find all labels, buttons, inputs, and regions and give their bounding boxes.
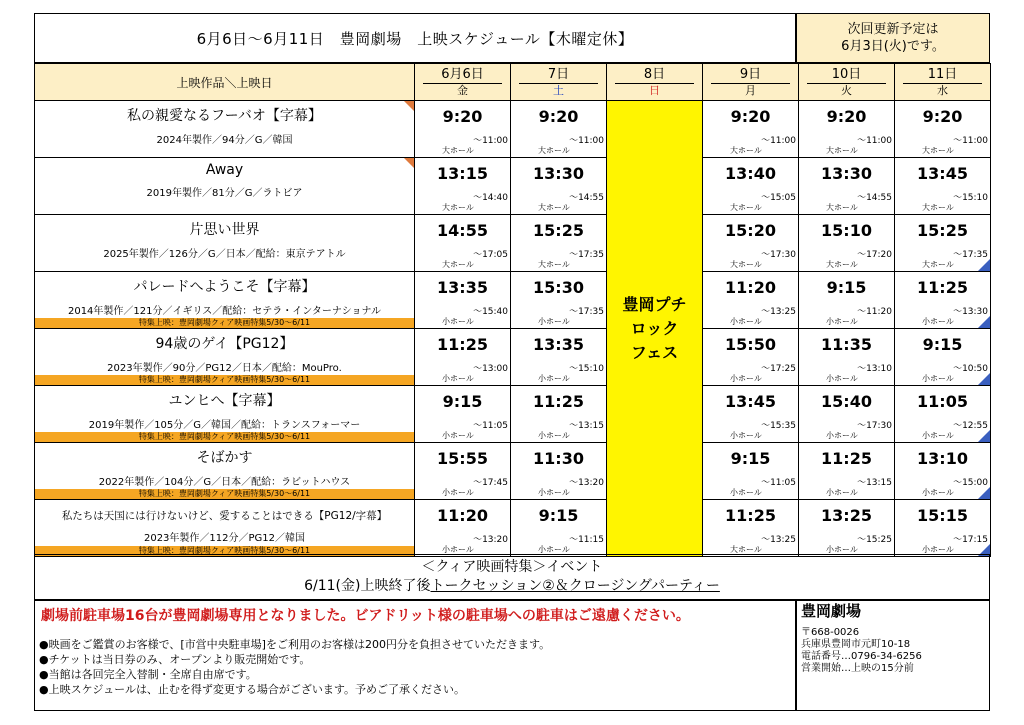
showtime-cell xyxy=(895,101,991,158)
showtime-cell xyxy=(703,500,799,557)
movie-row xyxy=(35,158,991,215)
movie-cell xyxy=(35,158,415,215)
showtime-cell xyxy=(703,386,799,443)
showtime-cell xyxy=(511,443,607,500)
movie-cell xyxy=(35,272,415,329)
showtime-cell xyxy=(799,272,895,329)
movie-info: 2023年製作／112分／PG12／韓国 xyxy=(143,533,306,544)
movie-title: ユンヒへ【字幕】 xyxy=(168,393,281,409)
showtime-start: 13:25 xyxy=(821,506,872,525)
showtime-cell xyxy=(415,443,511,500)
showtime-end: ～17:15 xyxy=(953,535,988,545)
showtime-start: 11:25 xyxy=(821,449,872,468)
showtime-start: 9:20 xyxy=(922,107,963,126)
showtime-end: ～11:05 xyxy=(473,421,508,431)
showtime-end: ～15:00 xyxy=(953,478,988,488)
showtime-cell xyxy=(415,272,511,329)
special-screening-label: 特集上映：豊岡劇場クィア映画特集5/30～6/11 xyxy=(35,318,414,328)
showtime-end: ～13:30 xyxy=(953,307,988,317)
movie-row xyxy=(35,272,991,329)
showtime-end: ～11:20 xyxy=(857,307,892,317)
day-date: 9日 xyxy=(739,67,762,82)
showtime-start: 15:55 xyxy=(437,449,488,468)
corner-marker xyxy=(978,373,990,385)
showtime-end: ～13:25 xyxy=(761,535,796,545)
screen-hall: 小ホール xyxy=(442,488,474,497)
movie-row xyxy=(35,101,991,158)
special-screening-label: 特集上映：豊岡劇場クィア映画特集5/30～6/11 xyxy=(35,432,414,442)
notice-item: ●映画をご鑑賞のお客様で、[市営中央駐車場]をご利用のお客様は200円分を負担させていただきます。 xyxy=(39,638,551,651)
movie-cell xyxy=(35,329,415,386)
showtime-cell xyxy=(703,158,799,215)
day-weekday: 火 xyxy=(807,83,886,97)
screen-hall: 小ホール xyxy=(730,374,762,383)
showtime-end: ～14:55 xyxy=(569,193,604,203)
showtime-start: 11:25 xyxy=(725,506,776,525)
notice-box xyxy=(34,600,796,711)
movie-row xyxy=(35,329,991,386)
parking-notice: 劇場前駐車場16台が豊岡劇場専用となりました。ビアドリット様の駐車場への駐車はご遠慮ください。 xyxy=(41,608,690,624)
showtime-start: 11:20 xyxy=(437,506,488,525)
showtime-end: ～13:20 xyxy=(569,478,604,488)
screen-hall: 小ホール xyxy=(826,545,858,554)
showtime-cell xyxy=(703,272,799,329)
movie-row xyxy=(35,215,991,272)
showtime-end: ～14:55 xyxy=(857,193,892,203)
notice-item: ●チケットは当日券のみ、オープンより販売開始です。 xyxy=(39,653,311,666)
screen-hall: 大ホール xyxy=(538,203,570,212)
showtime-cell xyxy=(895,272,991,329)
showtime-cell xyxy=(703,101,799,158)
screen-hall: 大ホール xyxy=(826,203,858,212)
movie-cell xyxy=(35,215,415,272)
corner-marker xyxy=(404,101,414,111)
movie-title: Away xyxy=(205,162,244,178)
showtime-end: ～17:05 xyxy=(473,250,508,260)
corner-marker xyxy=(978,259,990,271)
movie-info: 2025年製作／126分／G／日本／配給：東京テアトル xyxy=(103,249,346,260)
showtime-cell xyxy=(799,101,895,158)
screen-hall: 小ホール xyxy=(538,374,570,383)
showtime-cell xyxy=(895,443,991,500)
screen-hall: 小ホール xyxy=(826,431,858,440)
event-detail-prefix: 6/11(金)上映終了後 xyxy=(304,578,431,594)
screen-hall: 小ホール xyxy=(730,317,762,326)
showtime-start: 11:30 xyxy=(533,449,584,468)
showtime-end: ～13:10 xyxy=(857,364,892,374)
showtime-start: 15:20 xyxy=(725,221,776,240)
festival-text: 豊岡プチ xyxy=(622,294,687,314)
movie-cell xyxy=(35,386,415,443)
showtime-cell xyxy=(415,386,511,443)
screen-hall: 大ホール xyxy=(826,260,858,269)
showtime-cell xyxy=(511,158,607,215)
movie-cell xyxy=(35,500,415,557)
theater-hours: 営業開始…上映の15分前 xyxy=(801,663,914,674)
screen-hall: 大ホール xyxy=(826,146,858,155)
showtime-start: 13:35 xyxy=(533,335,584,354)
showtime-start: 13:15 xyxy=(437,164,488,183)
showtime-start: 15:25 xyxy=(533,221,584,240)
screen-hall: 小ホール xyxy=(826,317,858,326)
day-weekday: 土 xyxy=(519,83,598,97)
corner-marker xyxy=(978,430,990,442)
screen-hall: 小ホール xyxy=(442,317,474,326)
movie-title: 94歳のゲイ【PG12】 xyxy=(155,336,294,352)
festival-text: ロック xyxy=(630,318,679,338)
event-detail-underlined: トークセッション②＆クロージングパーティー xyxy=(430,578,720,594)
showtime-end: ～10:50 xyxy=(953,364,988,374)
screen-hall: 大ホール xyxy=(730,203,762,212)
day-weekday: 月 xyxy=(711,83,790,97)
showtime-end: ～13:25 xyxy=(761,307,796,317)
screen-hall: 小ホール xyxy=(442,545,474,554)
corner-header: 上映作品＼上映日 xyxy=(35,64,415,101)
movie-title: 片思い世界 xyxy=(189,222,260,238)
screen-hall: 小ホール xyxy=(826,488,858,497)
showtime-cell xyxy=(895,500,991,557)
screen-hall: 大ホール xyxy=(922,203,954,212)
showtime-end: ～12:55 xyxy=(953,421,988,431)
update-note xyxy=(796,13,990,63)
movie-title: パレードへようこそ【字幕】 xyxy=(133,279,316,295)
showtime-start: 9:20 xyxy=(730,107,771,126)
showtime-end: ～15:35 xyxy=(761,421,796,431)
showtime-end: ～11:05 xyxy=(761,478,796,488)
showtime-end: ～17:35 xyxy=(569,250,604,260)
day-header xyxy=(607,64,703,101)
showtime-cell xyxy=(415,215,511,272)
showtime-start: 13:30 xyxy=(821,164,872,183)
showtime-cell xyxy=(415,500,511,557)
day-header xyxy=(703,64,799,101)
showtime-end: ～11:15 xyxy=(569,535,604,545)
screen-hall: 小ホール xyxy=(922,488,954,497)
screen-hall: 小ホール xyxy=(922,545,954,554)
showtime-end: ～17:35 xyxy=(953,250,988,260)
special-screening-label: 特集上映：豊岡劇場クィア映画特集5/30～6/11 xyxy=(35,546,414,556)
screen-hall: 小ホール xyxy=(538,488,570,497)
showtime-cell xyxy=(511,101,607,158)
day-header xyxy=(415,64,511,101)
theater-info xyxy=(796,600,990,711)
showtime-start: 15:15 xyxy=(917,506,968,525)
showtime-end: ～17:25 xyxy=(761,364,796,374)
showtime-end: ～13:15 xyxy=(857,478,892,488)
showtime-cell xyxy=(799,443,895,500)
showtime-end: ～17:30 xyxy=(857,421,892,431)
corner-marker xyxy=(978,487,990,499)
showtime-end: ～14:40 xyxy=(473,193,508,203)
schedule-table xyxy=(34,63,991,557)
showtime-cell xyxy=(511,386,607,443)
showtime-start: 13:45 xyxy=(917,164,968,183)
showtime-cell xyxy=(799,386,895,443)
day-date: 7日 xyxy=(547,67,570,82)
showtime-start: 15:40 xyxy=(821,392,872,411)
showtime-cell xyxy=(799,329,895,386)
notice-item: ●当館は各回完全入替制・全席自由席です。 xyxy=(39,668,257,681)
showtime-cell xyxy=(511,272,607,329)
screen-hall: 大ホール xyxy=(442,260,474,269)
showtime-end: ～17:35 xyxy=(569,307,604,317)
showtime-start: 9:15 xyxy=(730,449,771,468)
day-weekday: 金 xyxy=(423,83,502,97)
showtime-start: 9:15 xyxy=(442,392,483,411)
special-screening-label: 特集上映：豊岡劇場クィア映画特集5/30～6/11 xyxy=(35,375,414,385)
showtime-end: ～15:40 xyxy=(473,307,508,317)
showtime-start: 13:10 xyxy=(917,449,968,468)
screen-hall: 大ホール xyxy=(442,146,474,155)
showtime-start: 14:55 xyxy=(437,221,488,240)
screen-hall: 小ホール xyxy=(538,431,570,440)
screen-hall: 大ホール xyxy=(538,260,570,269)
movie-row xyxy=(35,443,991,500)
corner-marker xyxy=(978,316,990,328)
notice-item: ●上映スケジュールは、止むを得ず変更する場合がございます。予めご了承ください。 xyxy=(39,683,466,696)
showtime-end: ～15:10 xyxy=(953,193,988,203)
corner-marker xyxy=(404,158,414,168)
movie-cell xyxy=(35,101,415,158)
theater-name: 豊岡劇場 xyxy=(801,602,862,620)
screen-hall: 大ホール xyxy=(730,146,762,155)
showtime-cell xyxy=(415,101,511,158)
screen-hall: 小ホール xyxy=(922,317,954,326)
screen-hall: 小ホール xyxy=(730,431,762,440)
showtime-start: 13:30 xyxy=(533,164,584,183)
screen-hall: 小ホール xyxy=(730,488,762,497)
movie-info: 2022年製作／104分／G／日本／配給：ラビットハウス xyxy=(98,477,351,488)
festival-text: フェス xyxy=(630,342,679,362)
notice-list xyxy=(35,637,795,697)
showtime-start: 9:15 xyxy=(922,335,963,354)
movie-info: 2019年製作／81分／G／ラトビア xyxy=(146,188,303,199)
day-date: 8日 xyxy=(643,67,666,82)
showtime-cell xyxy=(703,329,799,386)
day-weekday: 水 xyxy=(903,83,982,97)
showtime-start: 9:20 xyxy=(538,107,579,126)
showtime-start: 15:10 xyxy=(821,221,872,240)
movie-info: 2019年製作／105分／G／韓国／配給：トランスフォーマー xyxy=(88,420,361,431)
update-note-line1: 次回更新予定は xyxy=(847,22,939,37)
showtime-cell xyxy=(895,329,991,386)
screen-hall: 大ホール xyxy=(730,260,762,269)
movie-info: 2014年製作／121分／イギリス／配給：セテラ・インターナショナル xyxy=(67,306,382,317)
showtime-start: 11:25 xyxy=(917,278,968,297)
showtime-start: 9:20 xyxy=(826,107,867,126)
day-weekday: 日 xyxy=(615,83,694,97)
screen-hall: 大ホール xyxy=(730,545,762,554)
header-row xyxy=(35,64,991,101)
showtime-end: ～13:15 xyxy=(569,421,604,431)
showtime-start: 11:25 xyxy=(437,335,488,354)
screen-hall: 小ホール xyxy=(922,374,954,383)
theater-phone: 電話番号…0796-34-6256 xyxy=(801,651,922,662)
showtime-start: 9:15 xyxy=(538,506,579,525)
showtime-end: ～15:10 xyxy=(569,364,604,374)
showtime-cell xyxy=(703,215,799,272)
showtime-cell xyxy=(799,215,895,272)
showtime-start: 9:15 xyxy=(826,278,867,297)
showtime-cell xyxy=(895,386,991,443)
showtime-end: ～11:00 xyxy=(953,136,988,146)
showtime-start: 11:05 xyxy=(917,392,968,411)
screen-hall: 小ホール xyxy=(538,545,570,554)
screen-hall: 小ホール xyxy=(538,317,570,326)
day-header xyxy=(895,64,991,101)
showtime-cell xyxy=(799,500,895,557)
showtime-end: ～11:00 xyxy=(857,136,892,146)
schedule-sheet xyxy=(34,13,990,711)
screen-hall: 大ホール xyxy=(442,203,474,212)
movie-info: 2024年製作／94分／G／韓国 xyxy=(156,135,293,146)
event-banner xyxy=(34,554,990,600)
page-title: 6月6日～6月11日 豊岡劇場 上映スケジュール【木曜定休】 xyxy=(34,13,796,63)
day-header xyxy=(511,64,607,101)
movie-cell xyxy=(35,443,415,500)
showtime-cell xyxy=(511,329,607,386)
movie-title: そばかす xyxy=(196,450,253,466)
showtime-start: 9:20 xyxy=(442,107,483,126)
screen-hall: 大ホール xyxy=(538,146,570,155)
screen-hall: 小ホール xyxy=(922,431,954,440)
showtime-cell xyxy=(895,215,991,272)
screen-hall: 大ホール xyxy=(922,146,954,155)
showtime-end: ～13:00 xyxy=(473,364,508,374)
showtime-start: 13:40 xyxy=(725,164,776,183)
showtime-end: ～17:45 xyxy=(473,478,508,488)
screen-hall: 小ホール xyxy=(442,374,474,383)
showtime-end: ～17:30 xyxy=(761,250,796,260)
special-screening-label: 特集上映：豊岡劇場クィア映画特集5/30～6/11 xyxy=(35,489,414,499)
day-date: 11日 xyxy=(927,67,958,82)
showtime-start: 15:25 xyxy=(917,221,968,240)
showtime-end: ～11:00 xyxy=(761,136,796,146)
screen-hall: 小ホール xyxy=(442,431,474,440)
showtime-end: ～11:00 xyxy=(473,136,508,146)
movie-title: 私たちは天国には行けないけど、愛することはできる【PG12/字幕】 xyxy=(61,510,388,522)
showtime-cell xyxy=(799,158,895,215)
event-detail xyxy=(35,577,989,596)
showtime-cell xyxy=(895,158,991,215)
showtime-start: 15:30 xyxy=(533,278,584,297)
day-header xyxy=(799,64,895,101)
theater-postal: 〒668-0026 xyxy=(801,627,860,638)
showtime-end: ～13:20 xyxy=(473,535,508,545)
showtime-cell xyxy=(415,158,511,215)
showtime-cell xyxy=(511,215,607,272)
showtime-start: 11:25 xyxy=(533,392,584,411)
showtime-start: 11:20 xyxy=(725,278,776,297)
movie-info: 2023年製作／90分／PG12／日本／配給：MouPro. xyxy=(107,363,342,374)
festival-cell xyxy=(607,101,703,557)
showtime-cell xyxy=(415,329,511,386)
day-date: 10日 xyxy=(831,67,862,82)
theater-address: 兵庫県豊岡市元町10-18 xyxy=(801,639,911,650)
day-date: 6月6日 xyxy=(441,67,484,82)
update-note-line2: 6月3日(火)です。 xyxy=(841,39,945,54)
showtime-end: ～11:00 xyxy=(569,136,604,146)
showtime-start: 13:35 xyxy=(437,278,488,297)
movie-title: 私の親愛なるフーバオ【字幕】 xyxy=(127,108,322,124)
movie-row xyxy=(35,386,991,443)
showtime-start: 13:45 xyxy=(725,392,776,411)
showtime-cell xyxy=(703,443,799,500)
event-title: ＜クィア映画特集＞イベント xyxy=(421,559,603,575)
screen-hall: 大ホール xyxy=(922,260,954,269)
showtime-end: ～15:05 xyxy=(761,193,796,203)
showtime-cell xyxy=(511,500,607,557)
movie-row xyxy=(35,500,991,557)
screen-hall: 小ホール xyxy=(826,374,858,383)
showtime-start: 11:35 xyxy=(821,335,872,354)
showtime-end: ～15:25 xyxy=(857,535,892,545)
showtime-start: 15:50 xyxy=(725,335,776,354)
showtime-end: ～17:20 xyxy=(857,250,892,260)
